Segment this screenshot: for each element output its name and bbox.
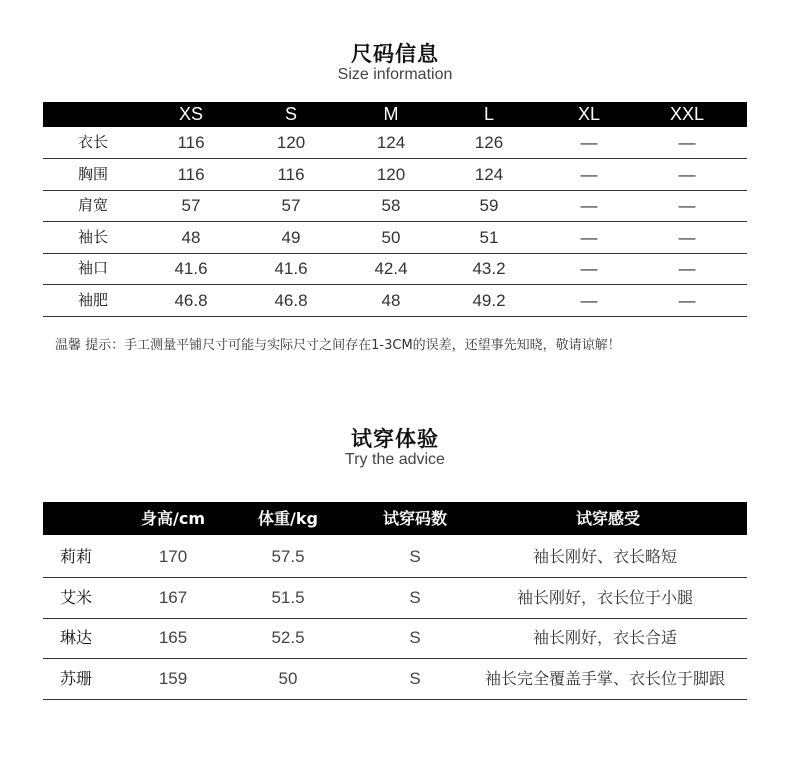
size-table-row [43, 127, 747, 159]
size-row-label: 衣长 [78, 133, 109, 151]
try-row-feeling: 袖长刚好，衣长合适 [532, 628, 677, 647]
size-cell: 48 [181, 227, 201, 247]
try-header-height: 身高/cm [140, 509, 205, 528]
try-row-name: 苏珊 [60, 668, 93, 688]
try-table-row [43, 659, 747, 700]
size-header-l: L [483, 104, 494, 124]
try-row-feeling: 袖长刚好、衣长略短 [532, 547, 677, 566]
size-cell: 43.2 [472, 259, 506, 278]
size-header-xs: XS [178, 104, 203, 124]
try-row-size: S [409, 587, 421, 607]
try-row-name: 艾米 [60, 587, 93, 607]
try-row-height: 170 [158, 547, 188, 566]
size-row-label: 肩宽 [78, 196, 109, 214]
try-header-feeling: 试穿感受 [575, 509, 640, 528]
size-cell: — [580, 133, 598, 152]
try-row-feeling: 袖长刚好，衣长位于小腿 [516, 587, 693, 607]
size-table-row [43, 190, 747, 222]
try-row-weight: 50 [278, 668, 298, 688]
size-table-row [43, 285, 747, 317]
size-table-header [43, 102, 747, 127]
try-title: 试穿体验 [351, 427, 439, 451]
size-cell: 46.8 [174, 290, 208, 310]
size-cell: 116 [177, 164, 205, 184]
size-row-label: 袖口 [78, 259, 109, 277]
size-cell: — [678, 227, 696, 247]
try-table-row [43, 537, 747, 578]
size-header-m: M [383, 104, 399, 124]
size-cell: 58 [381, 196, 401, 215]
size-cell: 59 [479, 196, 499, 215]
size-cell: 49.2 [472, 290, 506, 310]
size-cell: — [580, 164, 598, 184]
size-header-xl: XL [577, 104, 601, 124]
try-row-height: 167 [158, 587, 188, 607]
try-row-name: 莉莉 [60, 547, 93, 566]
try-row-weight: 57.5 [271, 547, 305, 566]
try-row-height: 165 [158, 628, 188, 647]
size-cell: 124 [474, 164, 504, 184]
size-row-label: 袖长 [78, 227, 109, 246]
try-row-size: S [409, 547, 421, 566]
size-cell: — [580, 290, 598, 310]
size-cell: — [580, 259, 598, 278]
size-header-xxl: XXL [669, 104, 705, 124]
try-row-weight: 52.5 [271, 628, 305, 647]
size-cell: 51 [479, 227, 499, 247]
size-table-row [43, 253, 747, 285]
size-cell: 42.4 [374, 259, 408, 278]
try-row-name: 琳达 [60, 628, 93, 647]
size-cell: 116 [277, 164, 305, 184]
try-row-size: S [409, 668, 421, 688]
size-cell: — [678, 259, 696, 278]
size-cell: 41.6 [274, 259, 308, 278]
size-cell: 41.6 [174, 259, 208, 278]
size-cell: — [678, 196, 696, 215]
size-header-s: S [284, 104, 297, 124]
try-row-height: 159 [158, 668, 188, 688]
size-title: 尺码信息 [351, 42, 439, 66]
size-cell: — [678, 133, 696, 152]
size-cell: 116 [177, 133, 205, 152]
size-cell: — [678, 164, 696, 184]
try-row-weight: 51.5 [271, 587, 305, 607]
size-cell: 48 [381, 290, 401, 310]
size-cell: 120 [376, 164, 406, 184]
size-cell: 124 [376, 133, 406, 152]
size-table-row [43, 222, 747, 254]
try-subtitle: Try the advice [345, 451, 445, 468]
size-cell: — [678, 290, 696, 310]
size-cell: 126 [474, 133, 504, 152]
size-subtitle: Size information [337, 66, 453, 83]
try-row-size: S [409, 628, 421, 647]
size-cell: 50 [381, 227, 401, 247]
size-cell: 120 [276, 133, 306, 152]
measurement-note: 温馨 提示：手工测量平铺尺寸可能与实际尺寸之间存在1-3CM的误差，还望事先知晓，敬请谅解！ [55, 338, 621, 353]
try-header-weight: 体重/kg [258, 509, 318, 528]
try-row-feeling: 袖长完全覆盖手掌、衣长位于脚跟 [484, 668, 725, 688]
try-table-header [43, 502, 747, 535]
size-cell: 57 [181, 196, 201, 215]
size-row-label: 胸围 [78, 164, 109, 183]
size-cell: — [580, 196, 598, 215]
try-header-size: 试穿码数 [382, 509, 447, 528]
try-table-row [43, 618, 747, 659]
size-cell: — [580, 227, 598, 247]
size-cell: 57 [281, 196, 301, 215]
size-row-label: 袖肥 [78, 290, 109, 309]
size-cell: 49 [281, 227, 301, 247]
size-table-row [43, 159, 747, 191]
size-cell: 46.8 [274, 290, 308, 310]
try-table-row [43, 578, 747, 619]
